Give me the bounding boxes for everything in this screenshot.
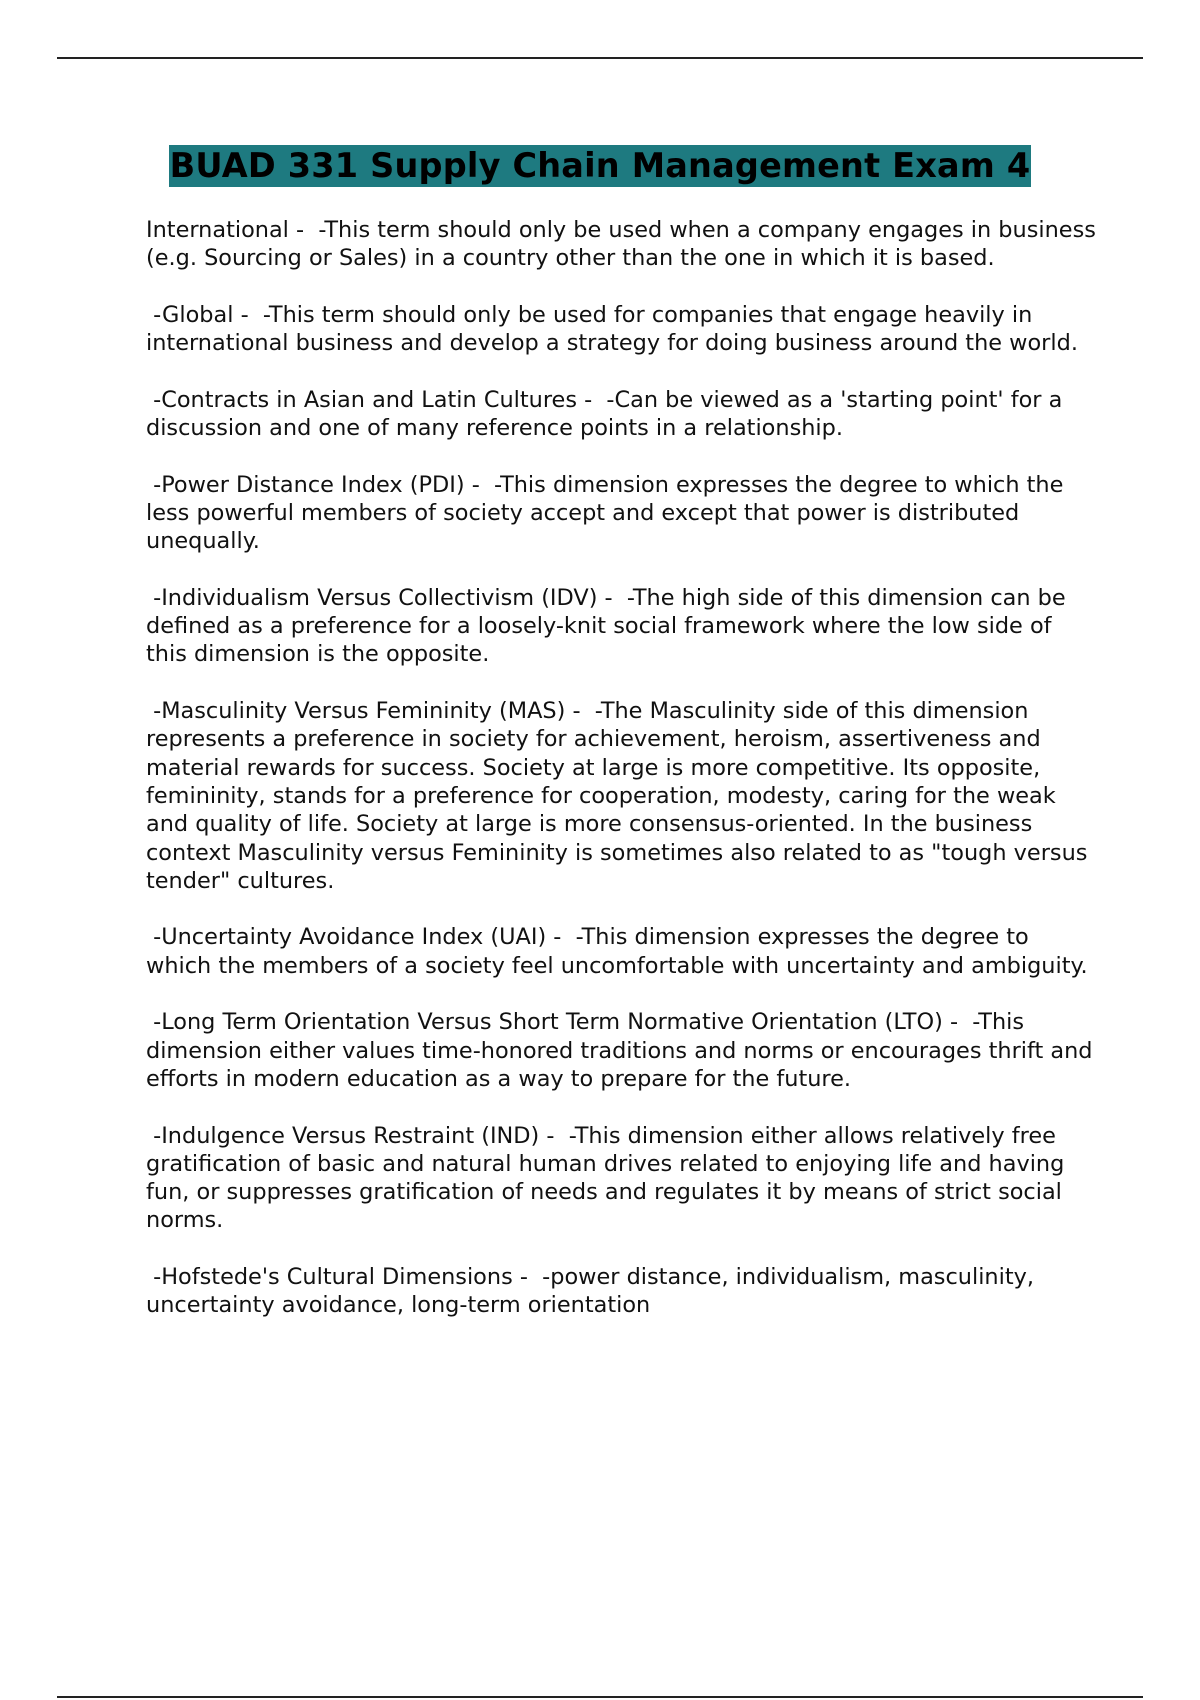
term-entry-pdi: -Power Distance Index (PDI) - -This dimension expresses the degree to which the less powerful members of society accept and except that power is distributed unequally. [146,471,1071,555]
term-entry-ind: -Indulgence Versus Restraint (IND) - -This dimension either allows relatively free gratification of basic and natural human drives related to enjoying life and having fun, or suppresses gratification of needs and regulates it by means of strict social norms. [146,1122,1072,1234]
top-divider [57,57,1143,59]
term-entry-lto: -Long Term Orientation Versus Short Term Normative Orientation (LTO) - -This dimension either values time-honored traditions and norms or encourages thrift and efforts in modern education as a way to prepare for the future. [146,1009,1100,1092]
term-entry-contracts: -Contracts in Asian and Latin Cultures - -Can be viewed as a 'starting point' for a discussion and one of many reference points in a relationship. [146,386,1070,442]
term-entry-mas: -Masculinity Versus Femininity (MAS) - -The Masculinity side of this dimension represents a preference in society for achievement, heroism, assertiveness and material rewards for success. Society at large is more competitive. Its opposite, femininity, stands for a preference for cooperation, modesty, caring for the weak and quality of life. Society at large is more consensus-oriented. In the business context Masculinity versus Femininity is sometimes also related to as "tough versus tender" cultures. [146,698,1095,894]
bottom-divider [57,1696,1143,1698]
title-container [0,145,1200,187]
term-entry-global: -Global - -This term should only be used for companies that engage heavily in international business and develop a strategy for doing business around the world. [146,301,1078,357]
document-title: BUAD 331 Supply Chain Management Exam 4 [169,146,1031,185]
term-entry-uai: -Uncertainty Avoidance Index (UAI) - -This dimension expresses the degree to which the members of a society feel uncomfortable with uncertainty and ambiguity. [146,924,1088,979]
term-entry-idv: -Individualism Versus Collectivism (IDV) - -The high side of this dimension can be defined as a preference for a loosely-knit social framework where the low side of this dimension is the opposite. [146,584,1073,668]
term-entry-hofstede: -Hofstede's Cultural Dimensions - -power distance, individualism, masculinity, uncertainty avoidance, long-term orientation [146,1263,1042,1319]
term-entry-international: International - -This term should only be used when a company engages in business (e.g. Sourcing or Sales) in a country other than the one in which it is based. [146,217,1104,272]
document-body [146,216,1104,1348]
